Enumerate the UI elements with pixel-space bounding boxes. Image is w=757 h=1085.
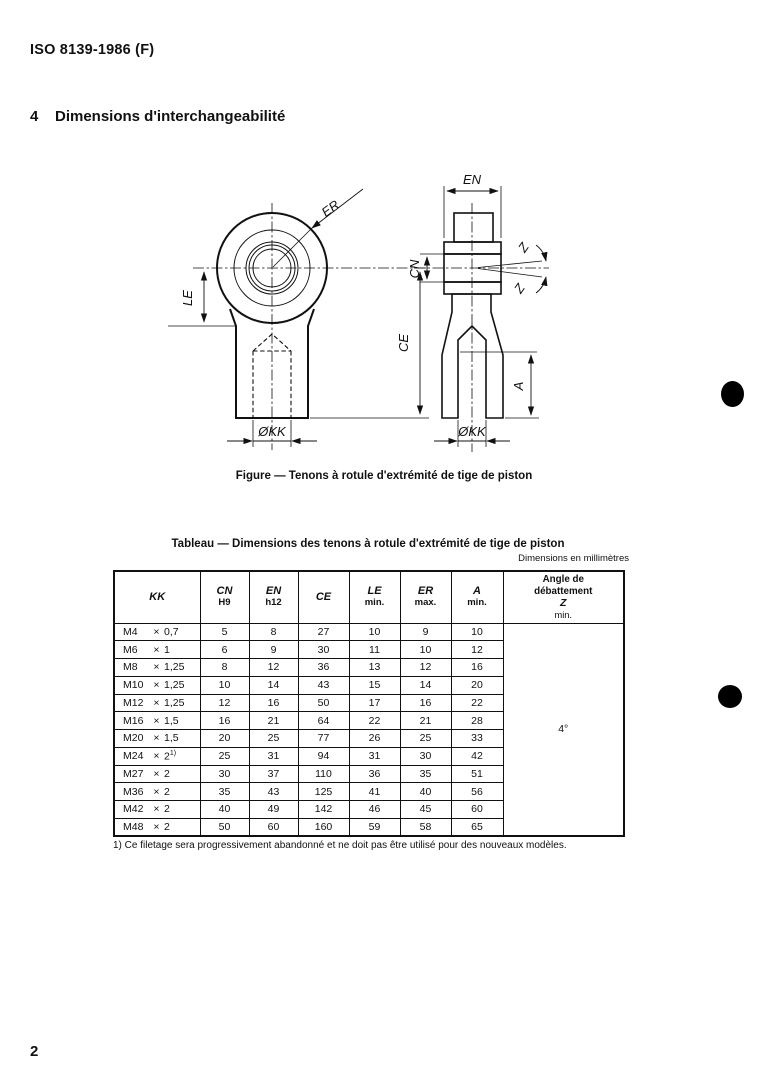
er-cell: 25 <box>400 730 451 748</box>
column-header-a: A min. <box>451 571 503 623</box>
kk-cell: M48 × 2 <box>114 818 200 836</box>
standard-reference: ISO 8139-1986 (F) <box>30 42 155 58</box>
le-cell: 17 <box>349 694 400 712</box>
ce-cell: 30 <box>298 641 349 659</box>
kk-cell: M24 × 2$^{1)}$ <box>114 747 200 765</box>
kk-cell: M16 × 1,5 <box>114 712 200 730</box>
section-heading <box>30 108 285 125</box>
ce-cell: 43 <box>298 676 349 694</box>
en-cell: 49 <box>249 801 298 819</box>
a-cell: 10 <box>451 623 503 641</box>
footnote: 1) Ce filetage sera progressivement abandonné et ne doit pas être utilisé pour des nouveaux modèles. <box>113 840 567 851</box>
column-header-le: LE min. <box>349 571 400 623</box>
dimensions-table <box>113 570 625 837</box>
cn-cell: 10 <box>200 676 249 694</box>
en-cell: 12 <box>249 659 298 677</box>
dimension-label-a: A <box>511 381 526 391</box>
er-cell: 9 <box>400 623 451 641</box>
en-cell: 8 <box>249 623 298 641</box>
le-cell: 11 <box>349 641 400 659</box>
ce-cell: 50 <box>298 694 349 712</box>
angle-value-cell: 4° <box>503 623 624 836</box>
ce-cell: 27 <box>298 623 349 641</box>
ce-cell: 77 <box>298 730 349 748</box>
dimension-label-kk-left: ØKK <box>258 424 286 439</box>
dimension-label-z-upper: Z <box>514 239 532 255</box>
dimension-label-kk-right: ØKK <box>458 424 486 439</box>
ce-cell: 64 <box>298 712 349 730</box>
a-cell: 65 <box>451 818 503 836</box>
a-cell: 56 <box>451 783 503 801</box>
registration-mark-bottom <box>718 685 742 708</box>
er-cell: 16 <box>400 694 451 712</box>
a-cell: 42 <box>451 747 503 765</box>
en-cell: 9 <box>249 641 298 659</box>
le-cell: 13 <box>349 659 400 677</box>
figure-right-view <box>405 165 560 460</box>
kk-cell: M4 × 0,7 <box>114 623 200 641</box>
cn-cell: 6 <box>200 641 249 659</box>
rod-end-section-view <box>414 203 549 452</box>
en-cell: 21 <box>249 712 298 730</box>
cn-cell: 16 <box>200 712 249 730</box>
left-view-dimensions <box>168 189 429 447</box>
dimension-label-cn: CN <box>407 259 422 279</box>
column-header-angle: Angle de débattement Z min. <box>503 571 624 623</box>
en-cell: 60 <box>249 818 298 836</box>
ce-cell: 36 <box>298 659 349 677</box>
ce-cell: 125 <box>298 783 349 801</box>
a-cell: 60 <box>451 801 503 819</box>
table-row <box>114 623 624 641</box>
er-cell: 35 <box>400 765 451 783</box>
a-cell: 16 <box>451 659 503 677</box>
figure-left-view <box>140 160 440 460</box>
dimension-label-le: LE <box>180 290 195 306</box>
en-cell: 25 <box>249 730 298 748</box>
le-cell: 10 <box>349 623 400 641</box>
column-header-cn: CN H9 <box>200 571 249 623</box>
kk-cell: M6 × 1 <box>114 641 200 659</box>
a-cell: 51 <box>451 765 503 783</box>
er-cell: 21 <box>400 712 451 730</box>
le-cell: 15 <box>349 676 400 694</box>
table-header-row <box>114 571 624 623</box>
le-cell: 31 <box>349 747 400 765</box>
a-cell: 33 <box>451 730 503 748</box>
cn-cell: 40 <box>200 801 249 819</box>
a-cell: 20 <box>451 676 503 694</box>
ce-cell: 142 <box>298 801 349 819</box>
units-note: Dimensions en millimètres <box>518 553 629 564</box>
er-cell: 10 <box>400 641 451 659</box>
le-cell: 22 <box>349 712 400 730</box>
ce-cell: 160 <box>298 818 349 836</box>
cn-cell: 5 <box>200 623 249 641</box>
cn-cell: 50 <box>200 818 249 836</box>
er-cell: 45 <box>400 801 451 819</box>
kk-cell: M20 × 1,5 <box>114 730 200 748</box>
le-cell: 59 <box>349 818 400 836</box>
en-cell: 43 <box>249 783 298 801</box>
kk-cell: M8 × 1,25 <box>114 659 200 677</box>
figure-caption: Figure — Tenons à rotule d'extrémité de tige de piston <box>235 470 533 482</box>
en-cell: 31 <box>249 747 298 765</box>
er-cell: 40 <box>400 783 451 801</box>
er-cell: 58 <box>400 818 451 836</box>
dimension-label-z-lower: Z <box>510 280 528 296</box>
le-cell: 26 <box>349 730 400 748</box>
cn-cell: 12 <box>200 694 249 712</box>
column-header-kk: KK <box>114 571 200 623</box>
column-header-er: ER max. <box>400 571 451 623</box>
er-cell: 14 <box>400 676 451 694</box>
en-cell: 14 <box>249 676 298 694</box>
le-cell: 36 <box>349 765 400 783</box>
kk-cell: M27 × 2 <box>114 765 200 783</box>
kk-cell: M12 × 1,25 <box>114 694 200 712</box>
dimension-label-ce: CE <box>396 333 411 353</box>
table-body <box>114 623 624 836</box>
en-cell: 37 <box>249 765 298 783</box>
cn-cell: 35 <box>200 783 249 801</box>
section-number: 4 <box>30 108 39 125</box>
ce-cell: 94 <box>298 747 349 765</box>
section-title: Dimensions d'interchangeabilité <box>55 108 286 125</box>
dimension-label-er: ER <box>318 196 343 220</box>
registration-mark-top <box>721 381 744 407</box>
le-cell: 46 <box>349 801 400 819</box>
table-title: Tableau — Dimensions des tenons à rotule d'extrémité de tige de piston <box>171 538 565 550</box>
cn-cell: 30 <box>200 765 249 783</box>
kk-cell: M36 × 2 <box>114 783 200 801</box>
ce-cell: 110 <box>298 765 349 783</box>
er-cell: 12 <box>400 659 451 677</box>
a-cell: 22 <box>451 694 503 712</box>
kk-cell: M42 × 2 <box>114 801 200 819</box>
er-cell: 30 <box>400 747 451 765</box>
a-cell: 12 <box>451 641 503 659</box>
cn-cell: 25 <box>200 747 249 765</box>
en-cell: 16 <box>249 694 298 712</box>
rod-end-front-view <box>193 203 428 450</box>
dimension-label-en: EN <box>462 172 482 187</box>
kk-cell: M10 × 1,25 <box>114 676 200 694</box>
cn-cell: 8 <box>200 659 249 677</box>
a-cell: 28 <box>451 712 503 730</box>
cn-cell: 20 <box>200 730 249 748</box>
page-number: 2 <box>30 1043 39 1060</box>
column-header-ce: CE <box>298 571 349 623</box>
le-cell: 41 <box>349 783 400 801</box>
column-header-en: EN h12 <box>249 571 298 623</box>
